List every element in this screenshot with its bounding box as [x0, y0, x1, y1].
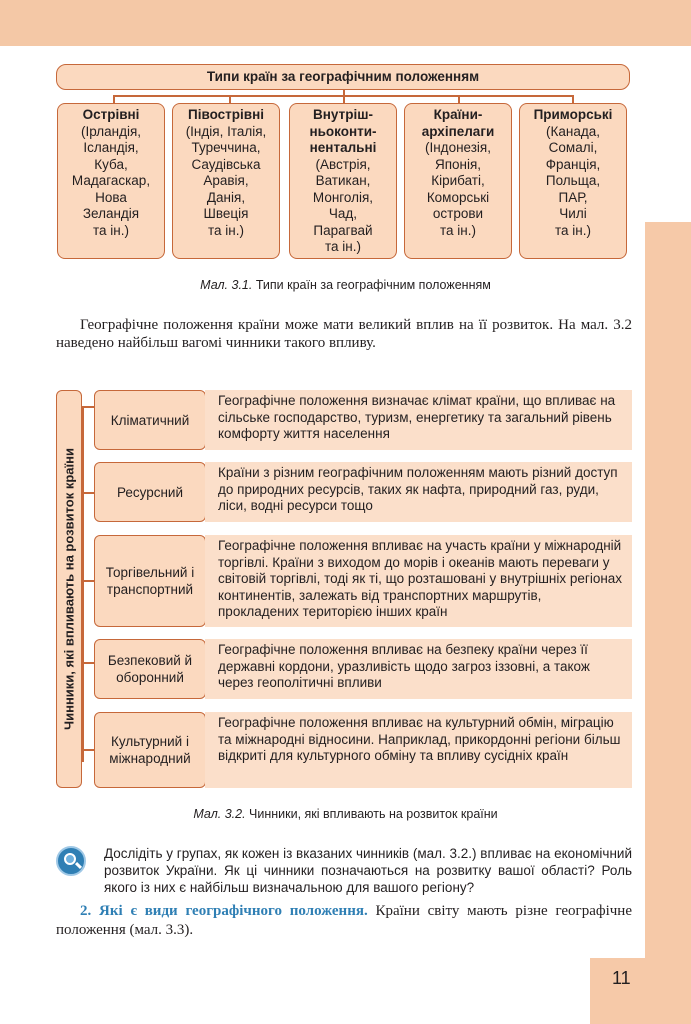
- connector: [113, 95, 115, 103]
- paragraph: Географічне положення країни може мати великий вплив на її розвиток. На мал. 3.2 наведено найбільш вагомі чинники такого впливу.: [56, 317, 632, 351]
- factor-label-trade: Торгівельний і транспортний: [94, 535, 206, 627]
- type-title: Внутріш- ньоконти- нентальні: [309, 107, 377, 155]
- type-box-archipelago: [404, 103, 512, 259]
- type-title: Приморські: [533, 107, 613, 122]
- page-number: 11: [612, 968, 631, 988]
- connector: [343, 95, 345, 103]
- bracket-tick: [82, 580, 94, 582]
- factor-label-climate: Кліматичний: [94, 390, 206, 450]
- type-box-peninsula: [172, 103, 280, 259]
- connector: [458, 95, 460, 103]
- fig1-caption: [0, 278, 691, 292]
- caption-text: Чинники, які впливають на розвиток країни: [245, 807, 498, 821]
- caption-text: Типи країн за географічним положенням: [252, 278, 491, 292]
- type-title: Країни- архіпелаги: [421, 107, 495, 139]
- connector: [229, 95, 231, 103]
- task-text: Дослідіть у групах, як кожен із вказаних чинників (мал. 3.2.) впливає на економічний розвиток України. Як ці чинники позначаються на розвитку вашої області? Роль якого із них є найбільш визначальною для вашого регіону?: [104, 846, 632, 895]
- section-text: Країни світу мають різне географічне положення (мал. 3.3).: [56, 903, 632, 938]
- factor-label-resource: Ресурсний: [94, 462, 206, 522]
- fig2-caption: [0, 807, 691, 821]
- section-2: [56, 902, 632, 940]
- type-examples: (Індія, Італія, Туреччина, Саудівська Аравія, Данія, Швеція та ін.): [185, 123, 267, 238]
- factor-label-security: Безпековий й оборонний: [94, 639, 206, 699]
- top-band: [0, 0, 691, 46]
- factor-desc-security: Географічне положення впливає на безпеку країни через її державні кордони, уразливість щодо загроз іззовні, а також через геополітичні впливи: [206, 639, 632, 699]
- magnifier-handle: [75, 862, 82, 869]
- type-examples: (Ірландія, Ісландія, Куба, Мадагаскар, Нова Зеландія та ін.): [71, 123, 151, 238]
- type-title: Півострівні: [188, 107, 264, 122]
- type-examples: (Індонезія, Японія, Кірибаті, Коморські острови та ін.): [424, 140, 491, 238]
- type-box-island: [57, 103, 165, 259]
- section-question: 2. Які є види географічного положення.: [80, 903, 368, 919]
- type-examples: (Австрія, Ватикан, Монголія, Чад, Парагвай та ін.): [312, 156, 374, 254]
- magnifier-icon: [56, 846, 86, 876]
- margin-band: [645, 46, 691, 226]
- factor-label-cultural: Культурний і міжнародний: [94, 712, 206, 788]
- factor-desc-resource: Країни з різним географічним положенням мають різний доступ до природних ресурсів, таких як нафта, природний газ, руди, ліси, водні ресурси тощо: [206, 462, 632, 522]
- caption-number: Мал. 3.2.: [193, 807, 246, 821]
- bracket-tick: [82, 662, 94, 664]
- factors-vertical-label: Чинники, які впливають на розвиток країни: [61, 447, 77, 731]
- factor-desc-climate: Географічне положення визначає клімат країни, що впливає на сільське господарство, туризм, енергетику та загальний рівень комфорту життя населення: [206, 390, 632, 450]
- connector: [572, 95, 574, 103]
- fig1-header: Типи країн за географічним положенням: [56, 64, 630, 90]
- type-title: Острівні: [82, 107, 140, 122]
- caption-number: Мал. 3.1.: [200, 278, 253, 292]
- factor-desc-trade: Географічне положення впливає на участь країни у міжнародній торгівлі. Країни з виходом до морів і океанів мають переваги у світовій торгівлі, тоді як ті, що розташовані у внутрішніх регіонах континентів, залежать від транспортних маршрутів, прокладених територією інших країн: [206, 535, 632, 627]
- type-box-landlocked: [289, 103, 397, 259]
- bracket-line: [82, 406, 84, 762]
- type-box-coastal: [519, 103, 627, 259]
- bracket-tick: [82, 492, 94, 494]
- side-tab: [645, 222, 691, 1024]
- bracket-tick: [82, 749, 94, 751]
- type-examples: (Канада, Сомалі, Франція, Польща, ПАР, Чилі та ін.): [545, 123, 601, 238]
- page-number-box: [590, 958, 691, 1024]
- factor-desc-cultural: Географічне положення впливає на культурний обмін, міграцію та міжнародні відносини. Наприклад, прикордонні регіони більш відкриті для культурного обміну та впливу сусідніх країн: [206, 712, 632, 788]
- bracket-tick: [82, 406, 94, 408]
